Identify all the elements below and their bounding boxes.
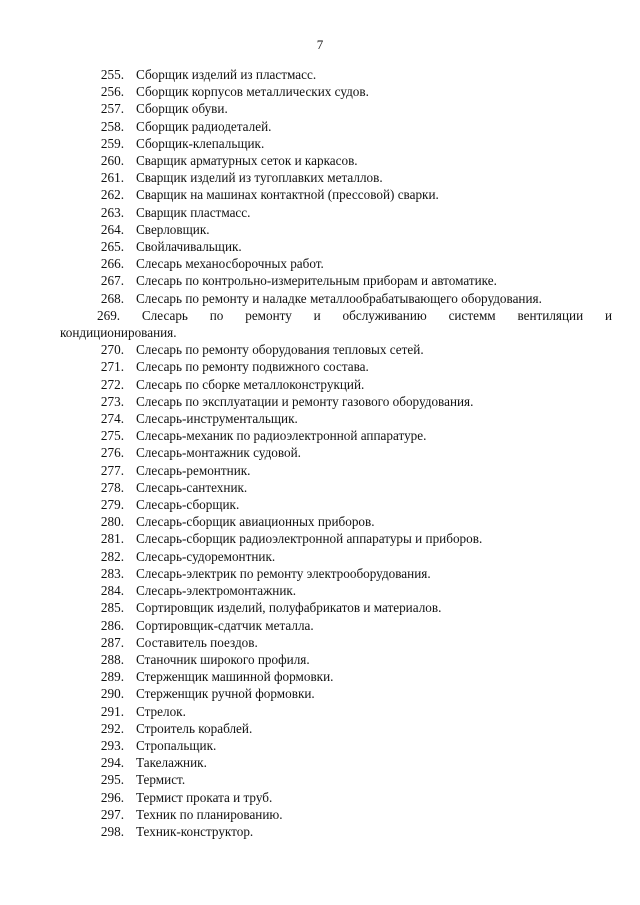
item-text: Слесарь по ремонту оборудования тепловых сетей. [136, 342, 424, 358]
item-number: 269. [97, 307, 121, 323]
item-number: 272. [100, 376, 124, 392]
list-item [60, 651, 612, 668]
item-number: 258. [100, 118, 124, 134]
item-number: 291. [100, 703, 124, 719]
item-text: Сварщик на машинах контактной (прессовой) сварки. [136, 187, 439, 203]
item-text: Такелажник. [136, 755, 207, 771]
list-item [60, 135, 612, 152]
item-text: Слесарь-механик по радиоэлектронной аппаратуре. [136, 428, 427, 444]
list-item [60, 393, 612, 410]
item-text: Слесарь-ремонтник. [136, 462, 251, 478]
item-number: 286. [100, 617, 124, 633]
item-number: 271. [100, 359, 124, 375]
list-item [60, 668, 612, 685]
list-item [60, 118, 612, 135]
item-text: Сборщик-клепальщик. [136, 135, 265, 151]
list-item [60, 737, 612, 754]
item-number: 264. [100, 221, 124, 237]
list-item [60, 685, 612, 702]
item-text: Слесарь-электрик по ремонту электрооборудования. [136, 565, 431, 581]
list-item [60, 823, 612, 840]
item-number: 292. [100, 720, 124, 736]
item-word: ремонту [245, 307, 292, 323]
item-number: 261. [100, 170, 124, 186]
item-text: Слесарь-сантехник. [136, 479, 248, 495]
item-text: Стропальщик. [136, 737, 217, 753]
list-item [60, 771, 612, 788]
item-text: Техник по планированию. [136, 806, 283, 822]
item-number: 280. [100, 514, 124, 530]
list-item [60, 376, 612, 393]
item-word: вентиляции [517, 307, 584, 323]
item-text: Слесарь по эксплуатации и ремонту газового оборудования. [136, 393, 474, 409]
item-number: 295. [100, 772, 124, 788]
item-number: 290. [100, 686, 124, 702]
item-word: по [209, 307, 224, 323]
item-text: Слесарь по ремонту и наладке металлообрабатывающего оборудования. [136, 290, 542, 306]
list-item [60, 238, 612, 255]
item-number: 274. [100, 411, 124, 427]
list-item [60, 496, 612, 513]
list-item [60, 444, 612, 461]
list-item [60, 599, 612, 616]
item-text: Сортировщик изделий, полуфабрикатов и материалов. [136, 600, 442, 616]
item-number: 278. [100, 479, 124, 495]
item-text: Строитель кораблей. [136, 720, 253, 736]
item-word: обслуживанию [342, 307, 427, 323]
list-item [60, 548, 612, 565]
item-text: Слесарь-монтажник судовой. [136, 445, 301, 461]
list-item [60, 634, 612, 651]
item-number: 276. [100, 445, 124, 461]
item-number: 289. [100, 669, 124, 685]
item-text: Стерженщик машинной формовки. [136, 669, 334, 685]
list-item [60, 83, 612, 100]
item-text: Слесарь-сборщик авиационных приборов. [136, 514, 375, 530]
item-text: Составитель поездов. [136, 634, 258, 650]
list-item [60, 169, 612, 186]
list-item [60, 100, 612, 117]
item-number: 293. [100, 737, 124, 753]
item-text: Слесарь-сборщик. [136, 497, 240, 513]
item-number: 284. [100, 583, 124, 599]
item-number: 283. [100, 565, 124, 581]
item-text: Сборщик обуви. [136, 101, 228, 117]
item-number: 257. [100, 101, 124, 117]
item-number: 282. [100, 548, 124, 564]
item-text: Стерженщик ручной формовки. [136, 686, 315, 702]
item-text: Слесарь-сборщик радиоэлектронной аппаратуры и приборов. [136, 531, 483, 547]
list-item [60, 789, 612, 806]
item-number: 263. [100, 204, 124, 220]
list-item [60, 565, 612, 582]
item-number: 259. [100, 135, 124, 151]
list-item [60, 186, 612, 203]
list-item [60, 152, 612, 169]
item-text: Слесарь механосборочных работ. [136, 256, 324, 272]
item-number: 273. [100, 393, 124, 409]
list-item [60, 479, 612, 496]
item-number: 266. [100, 256, 124, 272]
list-item [60, 806, 612, 823]
list-item [60, 307, 612, 341]
item-text: Сверловщик. [136, 221, 210, 237]
item-number: 270. [100, 342, 124, 358]
item-text: Техник-конструктор. [136, 823, 254, 839]
item-text: Термист. [136, 772, 186, 788]
item-number: 294. [100, 755, 124, 771]
list-item [60, 427, 612, 444]
list-item [60, 530, 612, 547]
page-number: 7 [316, 37, 324, 52]
item-number: 265. [100, 239, 124, 255]
item-word: и [604, 307, 613, 323]
item-text: Слесарь-судоремонтник. [136, 548, 276, 564]
list-item [60, 255, 612, 272]
item-text: Стрелок. [136, 703, 186, 719]
item-number: 296. [100, 789, 124, 805]
profession-list [60, 66, 612, 840]
list-item [60, 221, 612, 238]
list-item [60, 290, 612, 307]
item-text: Сварщик пластмасс. [136, 204, 251, 220]
item-text: Сварщик изделий из тугоплавких металлов. [136, 170, 383, 186]
item-number: 267. [100, 273, 124, 289]
item-number: 297. [100, 806, 124, 822]
item-text: Сборщик корпусов металлических судов. [136, 84, 369, 100]
list-item [60, 358, 612, 375]
item-number: 268. [100, 290, 124, 306]
list-item [60, 341, 612, 358]
item-number: 256. [100, 84, 124, 100]
item-number: 279. [100, 497, 124, 513]
item-text: Слесарь-электромонтажник. [136, 583, 297, 599]
item-text: Слесарь по сборке металлоконструкций. [136, 376, 365, 392]
item-number: 262. [100, 187, 124, 203]
item-text-continuation: кондиционирования. [60, 325, 177, 341]
item-number: 287. [100, 634, 124, 650]
item-text: Сварщик арматурных сеток и каркасов. [136, 153, 358, 169]
list-item [60, 204, 612, 221]
list-item [60, 410, 612, 427]
item-number: 275. [100, 428, 124, 444]
item-text: Сборщик радиодеталей. [136, 118, 272, 134]
item-number: 277. [100, 462, 124, 478]
item-number: 288. [100, 651, 124, 667]
item-text: Станочник широкого профиля. [136, 651, 310, 667]
item-word: и [313, 307, 321, 323]
list-item [60, 272, 612, 289]
item-text: Слесарь по контрольно-измерительным приборам и автоматике. [136, 273, 497, 289]
list-item [60, 703, 612, 720]
item-word: системм [448, 307, 496, 323]
item-number: 260. [100, 153, 124, 169]
item-text: Сортировщик-сдатчик металла. [136, 617, 314, 633]
item-number: 255. [100, 67, 124, 82]
list-item [60, 513, 612, 530]
list-item [60, 582, 612, 599]
item-number: 298. [100, 823, 124, 839]
list-item [60, 66, 612, 83]
list-item [60, 720, 612, 737]
item-word: Слесарь [141, 307, 188, 323]
item-text: Слесарь-инструментальщик. [136, 411, 298, 427]
list-item [60, 462, 612, 479]
list-item [60, 754, 612, 771]
item-number: 281. [100, 531, 124, 547]
item-text: Сборщик изделий из пластмасс. [136, 67, 317, 82]
item-number: 285. [100, 600, 124, 616]
item-text: Свойлачивальщик. [136, 239, 242, 255]
item-text: Термист проката и труб. [136, 789, 273, 805]
list-item [60, 617, 612, 634]
item-text: Слесарь по ремонту подвижного состава. [136, 359, 369, 375]
